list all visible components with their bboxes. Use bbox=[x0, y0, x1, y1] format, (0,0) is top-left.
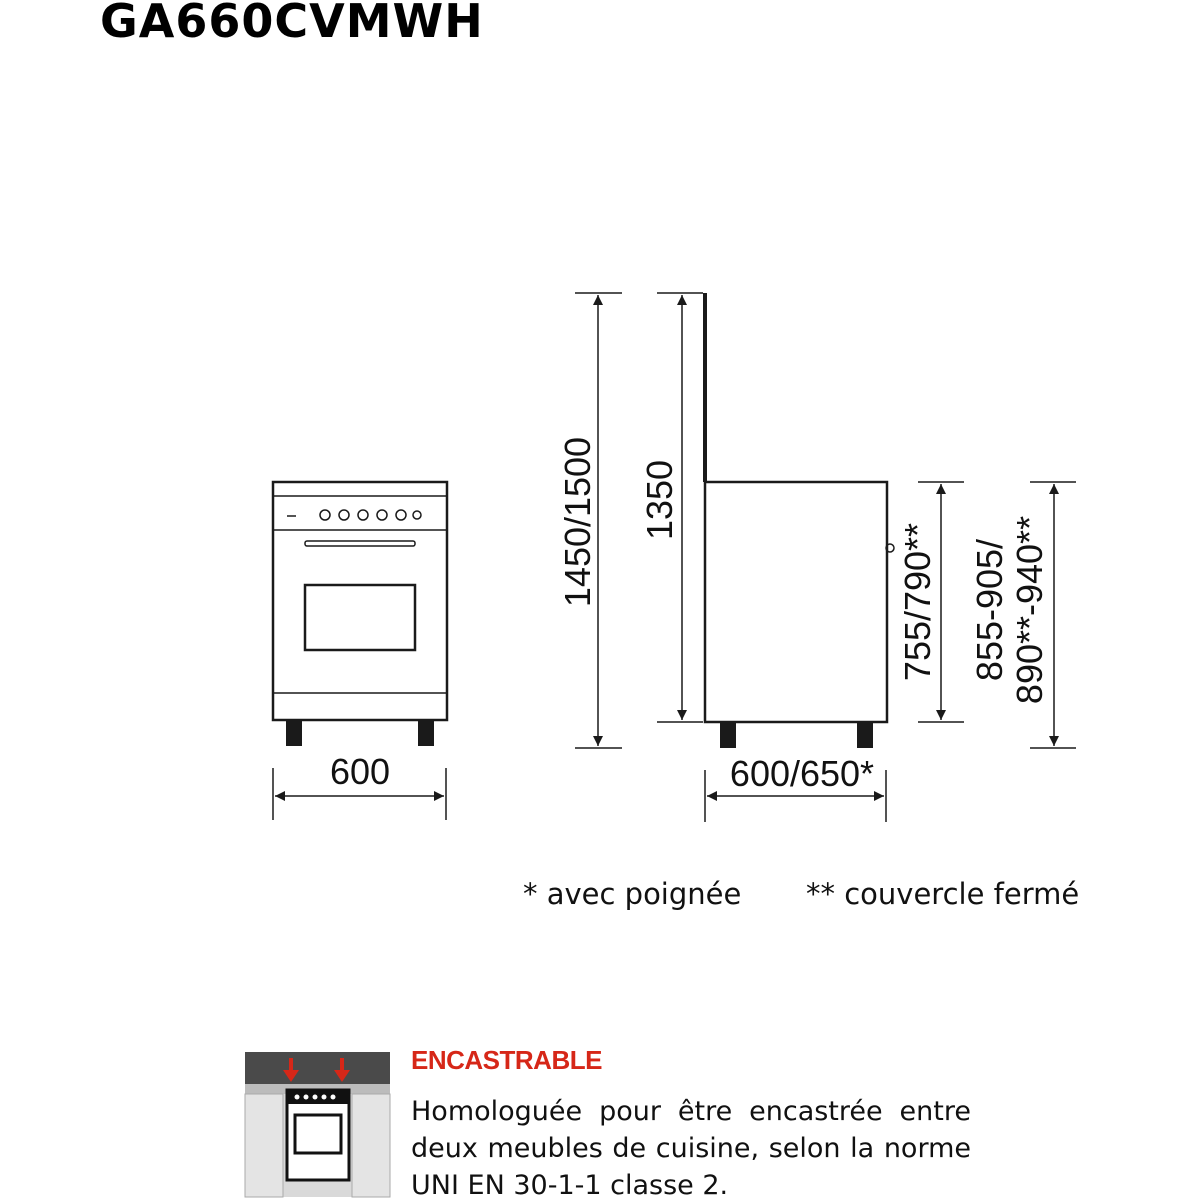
oven-handle bbox=[305, 541, 415, 546]
side-depth-label: 600/650* bbox=[729, 753, 875, 794]
knob bbox=[413, 511, 421, 519]
control-knobs bbox=[320, 510, 421, 520]
front-view bbox=[273, 482, 447, 746]
back-splash bbox=[703, 293, 707, 482]
front-foot-right bbox=[418, 720, 434, 746]
built-in-icon bbox=[245, 1052, 390, 1197]
oven-window bbox=[305, 585, 415, 650]
side-foot-left bbox=[720, 722, 736, 748]
side-body bbox=[705, 482, 887, 722]
adjustable-height-label-line2: 890**-940** bbox=[1009, 515, 1050, 705]
front-foot-left bbox=[286, 720, 302, 746]
knob bbox=[320, 510, 330, 520]
adjustable-height-label-line1: 855-905/ bbox=[969, 538, 1010, 682]
side-view bbox=[703, 293, 894, 748]
built-in-title: ENCASTRABLE bbox=[411, 1045, 602, 1075]
note-with-handle: * avec poignée bbox=[523, 877, 742, 911]
knob bbox=[377, 510, 387, 520]
front-width-label: 600 bbox=[329, 751, 391, 792]
note-lid-closed: ** couvercle fermé bbox=[806, 877, 1080, 911]
total-height-label: 1450/1500 bbox=[557, 436, 598, 608]
side-foot-right bbox=[857, 722, 873, 748]
model-title: GA660CVMWH bbox=[100, 0, 484, 48]
knob bbox=[339, 510, 349, 520]
knob bbox=[396, 510, 406, 520]
built-in-description: Homologuée pour être encastrée entre deux meubles de cuisine, selon la norme UNI EN 30-1-1 classe 2. bbox=[411, 1096, 971, 1201]
back-height-label: 1350 bbox=[639, 459, 680, 541]
knob bbox=[358, 510, 368, 520]
hob-height-label: 755/790** bbox=[897, 522, 938, 682]
